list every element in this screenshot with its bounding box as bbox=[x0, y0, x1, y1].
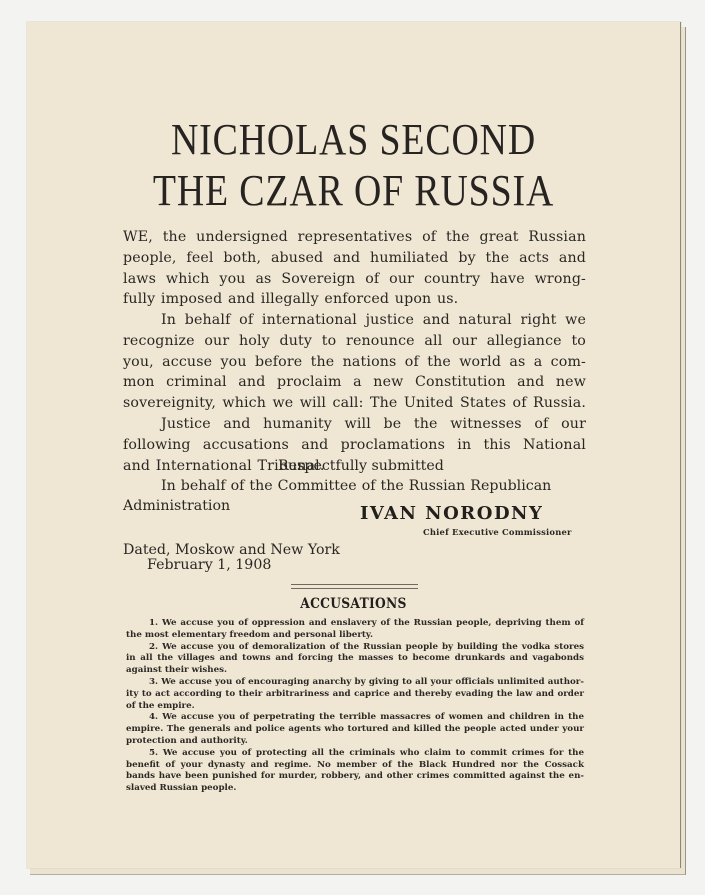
signatory-title: Chief Executive Commissioner bbox=[423, 527, 572, 537]
accusation-line: 5. We accuse you of protecting all the criminals who claim to commit crimes for the bbox=[149, 747, 584, 758]
accusation-item-2 bbox=[126, 642, 584, 677]
accusation-line: 2. We accuse you of demoralization of the Russian people by building the vodka stores bbox=[149, 641, 584, 652]
accusation-item-4 bbox=[126, 712, 584, 747]
document-title-line-2: THE CZAR OF RUSSIA bbox=[152, 166, 555, 215]
accusation-item-5 bbox=[126, 748, 584, 795]
paragraph-line: fully imposed and illegally enforced upon us. bbox=[123, 291, 459, 308]
accusation-line: empire. The generals and police agents who tortured and killed the people acted under your bbox=[126, 724, 584, 735]
accusation-line: 3. We accuse you of encouraging anarchy by giving to all your officials unlimited author- bbox=[149, 676, 584, 687]
section-divider bbox=[291, 584, 418, 589]
paragraph-2 bbox=[123, 310, 586, 414]
accusations-heading: ACCUSATIONS bbox=[300, 596, 407, 612]
paragraph-line: sovereignity, which we will call: The United States of Russia. bbox=[123, 395, 586, 412]
paragraph-line: people, feel both, abused and humiliated by the acts and bbox=[123, 249, 586, 266]
committee-line-1: In behalf of the Committee of the Russian Republican bbox=[161, 478, 552, 494]
paragraph-line: and International Tribunal. bbox=[123, 457, 325, 474]
paragraph-1 bbox=[123, 227, 586, 310]
accusation-item-3 bbox=[126, 677, 584, 712]
accusation-line: slaved Russian people. bbox=[126, 783, 237, 794]
paragraph-line: recognize our holy duty to renounce all our allegiance to bbox=[123, 332, 586, 349]
accusation-line: bands have been punished for murder, robbery, and other crimes committed against the en- bbox=[126, 771, 584, 782]
paragraph-line: mon criminal and proclaim a new Constitution and new bbox=[123, 374, 586, 391]
accusation-line: benefit of your dynasty and regime. No member of the Black Hundred nor the Cossack bbox=[126, 759, 584, 770]
paragraph-line: following accusations and proclamations in this National bbox=[123, 436, 586, 453]
document-title-line-1: NICHOLAS SECOND bbox=[170, 115, 537, 164]
accusation-line: of the empire. bbox=[126, 700, 195, 711]
accusation-line: 4. We accuse you of perpetrating the terrible massacres of women and children in the bbox=[149, 712, 584, 723]
dateline-date: February 1, 1908 bbox=[147, 557, 272, 573]
paragraph-line: laws which you as Sovereign of our country have wrong- bbox=[123, 270, 586, 287]
accusation-item-1 bbox=[126, 618, 584, 642]
accusation-line: 1. We accuse you of oppression and enslavery of the Russian people, depriving them of bbox=[149, 618, 584, 628]
closing-respectfully-submitted: Respectfully submitted bbox=[278, 458, 444, 474]
accusation-line: the most elementary freedom and personal liberty. bbox=[126, 629, 373, 640]
paragraph-line: you, accuse you before the nations of the world as a com- bbox=[123, 353, 586, 370]
committee-line-2: Administration bbox=[123, 498, 231, 514]
accusation-line: in all the villages and towns and forcing the masses to become drunkards and vagabonds bbox=[126, 653, 584, 664]
paragraph-line: WE, the undersigned representatives of the great Russian bbox=[123, 229, 586, 245]
accusation-line: protection and authority. bbox=[126, 735, 248, 746]
document-page bbox=[27, 22, 681, 868]
paragraph-line: In behalf of international justice and natural right we bbox=[161, 312, 586, 328]
paragraph-line: Justice and humanity will be the witnesses of our bbox=[161, 416, 586, 432]
dateline-place: Dated, Moskow and New York bbox=[123, 542, 340, 558]
signatory-name: IVAN NORODNY bbox=[360, 503, 544, 524]
accusation-line: against their wishes. bbox=[126, 665, 228, 676]
accusation-line: ity to act according to their arbitrariness and caprice and thereby evading the law and order bbox=[126, 688, 584, 699]
accusations-list bbox=[126, 618, 584, 795]
